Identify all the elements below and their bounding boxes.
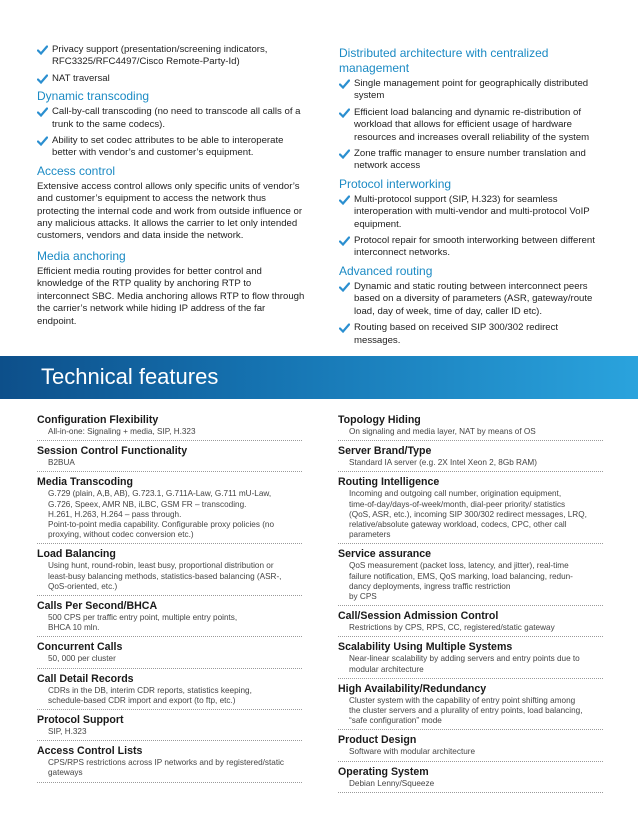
feature-description-line: Software with modular architecture: [349, 747, 476, 757]
bullet-text: Zone traffic manager to ensure number translation and network access: [354, 148, 586, 172]
feature-title: Service assurance: [338, 548, 432, 561]
feature-description-line: 500 CPS per traffic entry point, multiple entry points,: [48, 613, 238, 623]
checkmark-icon: [339, 79, 350, 89]
section-heading-distributed: Distributed architecture with centralized management: [339, 46, 549, 75]
feature-description-line: QoS measurement (packet loss, latency, and jitter), real-time: [349, 561, 569, 571]
feature-item: [37, 548, 302, 596]
feature-description-line: time-of-day/days-of-week/month, dial-peer priority/ statistics: [349, 499, 566, 509]
feature-description-line: Cluster system with the capability of entry point shifting among: [349, 695, 576, 705]
feature-item: [37, 600, 302, 637]
bullet-text: NAT traversal: [52, 72, 110, 84]
left-column: [37, 44, 305, 328]
feature-description-line: the cluster servers and a plurality of entry points, load balancing,: [349, 706, 583, 716]
checkmark-icon: [339, 323, 350, 333]
feature-item: [338, 766, 603, 793]
checkmark-icon: [339, 108, 350, 118]
media-anchoring-text: Efficient media routing provides for better control and knowledge of the RTP quality by anchoring RTP to interconnect SBC. Media anchoring allows RTP to flow through the carrier’s network while hiding IP address of the far endpoint.: [37, 265, 305, 327]
list-item: [339, 194, 607, 231]
section-heading-dynamic-transcoding: Dynamic transcoding: [37, 89, 150, 104]
list-item: [339, 107, 607, 144]
checkmark-icon: [37, 107, 48, 117]
section-heading-access-control: Access control: [37, 163, 116, 178]
tech-features-right: [338, 414, 603, 797]
access-control-text: Extensive access control allows only specific units of vendor’s and customer’s equipment to access the network thus protecting the internal code and work from outside influence or any malicious attacks. It allows the carrier to let only intended customers, vendors and data inside the network.: [37, 180, 303, 242]
feature-description-line: (QoS, ASR, etc.), incoming SIP 300/302 redirect messages, LRQ,: [349, 509, 587, 519]
feature-description-line: CDRs in the DB, interim CDR reports, statistics keeping,: [48, 685, 252, 695]
feature-item: [37, 714, 302, 741]
feature-description-line: SIP, H.323: [48, 727, 87, 737]
feature-description-line: schedule-based CDR import and export (to ftp, etc.): [48, 695, 236, 705]
feature-item: [37, 745, 302, 782]
feature-item: [338, 548, 603, 606]
bullet-text: Efficient load balancing and dynamic re-distribution of workload that allows for efficient usage of hardware resources and increases overall reliability of the system: [354, 106, 590, 143]
feature-title: Access Control Lists: [37, 745, 143, 758]
feature-description-line: “safe configuration” mode: [349, 716, 442, 726]
feature-description-line: parameters: [349, 530, 391, 540]
bullet-text: Multi-protocol support (SIP, H.323) for seamless interoperation with multi-vendor and multi-protocol VoIP equipment.: [354, 193, 590, 230]
feature-title: Routing Intelligence: [338, 476, 440, 489]
bullet-text: Privacy support (presentation/screening indicators, RFC3325/RFC4497/Cisco Remote-Party-Id): [52, 44, 268, 68]
feature-description-line: 50, 000 per cluster: [48, 654, 116, 664]
feature-description-line: Point-to-point media capability. Configurable proxy policies (no: [48, 520, 275, 530]
feature-description-line: Debian Lenny/Squeeze: [349, 778, 435, 788]
feature-item: [37, 673, 302, 710]
list-item: [37, 135, 305, 160]
feature-description-line: BHCA 10 mln.: [48, 623, 100, 633]
feature-title: Scalability Using Multiple Systems: [338, 641, 513, 654]
feature-title: Topology Hiding: [338, 414, 421, 426]
feature-description-line: G.729 (plain, A,B, AB), G.723.1, G.711A-Law, G.711 mU-Law,: [48, 489, 272, 499]
section-banner: [0, 356, 638, 399]
feature-item: [37, 445, 302, 472]
feature-description-line: modular architecture: [349, 664, 424, 674]
section-heading-advanced-routing: Advanced routing: [339, 263, 433, 278]
feature-title: Media Transcoding: [37, 476, 133, 489]
feature-item: [338, 734, 603, 761]
feature-item: [338, 445, 603, 472]
page-title: Technical features: [41, 364, 219, 389]
feature-title: Server Brand/Type: [338, 445, 432, 458]
list-item: [37, 106, 305, 131]
feature-item: [338, 414, 603, 441]
feature-description-line: by CPS: [349, 592, 377, 602]
checkmark-icon: [37, 74, 48, 84]
feature-item: [338, 476, 603, 544]
feature-title: Session Control Functionality: [37, 445, 188, 458]
feature-description-line: H.261, H.263, H.264 – pass through.: [48, 509, 182, 519]
feature-description-line: failure notification, EMS, QoS marking, load balancing, redun-: [349, 571, 573, 581]
bullet-text: Ability to set codec attributes to be able to interoperate better with vendor’s and customer’s equipment.: [52, 135, 284, 159]
feature-item: [37, 641, 302, 668]
bullet-text: Routing based on received SIP 300/302 redirect messages.: [354, 322, 559, 346]
feature-title: Call/Session Admission Control: [338, 610, 499, 623]
feature-description-line: QoS-oriented, etc.): [48, 581, 118, 591]
feature-title: Call Detail Records: [37, 672, 134, 685]
feature-title: Protocol Support: [37, 714, 124, 727]
list-item: [37, 73, 305, 85]
feature-title: Concurrent Calls: [37, 641, 123, 654]
list-item: [339, 235, 607, 260]
feature-description-line: CPS/RPS restrictions across IP networks and by registered/static: [48, 758, 285, 768]
checkmark-icon: [339, 149, 350, 159]
right-column: [339, 44, 607, 351]
feature-description-line: least-busy balancing methods, statistics-based balancing (ASR-,: [48, 571, 282, 581]
feature-item: [338, 683, 603, 731]
feature-description-line: Restrictions by CPS, RPS, CC, registered/static gateway: [349, 623, 555, 633]
feature-description-line: On signaling and media layer, NAT by means of OS: [349, 427, 536, 436]
checkmark-icon: [339, 195, 350, 205]
bullet-text: Protocol repair for smooth interworking between different interconnect networks.: [354, 235, 595, 259]
list-item: [37, 44, 305, 69]
feature-title: High Availability/Redundancy: [338, 682, 487, 695]
section-heading-media-anchoring: Media anchoring: [37, 248, 126, 263]
bullet-text: Dynamic and static routing between interconnect peers based on a diversity of parameters (ASR, gateway/route load, day of week, time of day, caller ID etc).: [354, 280, 593, 317]
tech-features-left: [37, 414, 302, 787]
checkmark-icon: [37, 45, 48, 55]
feature-title: Operating System: [338, 765, 429, 778]
feature-description-line: Near-linear scalability by adding servers and entry points due to: [349, 654, 580, 664]
checkmark-icon: [37, 136, 48, 146]
list-item: [339, 148, 607, 173]
list-item: [339, 281, 607, 318]
checkmark-icon: [339, 236, 350, 246]
feature-item: [37, 414, 302, 441]
feature-description-line: B2BUA: [48, 458, 75, 468]
bullet-text: Call-by-call transcoding (no need to transcode all calls of a trunk to the same codecs).: [52, 106, 301, 130]
feature-description-line: Using hunt, round-robin, least busy, proportional distribution or: [48, 561, 274, 571]
list-item: [339, 78, 607, 103]
feature-title: Calls Per Second/BHCA: [37, 600, 158, 613]
feature-description-line: G.726, Speex, AMR NB, iLBC, GSM FR – transcoding.: [48, 499, 247, 509]
feature-description-line: All-in-one: Signaling + media, SIP, H.323: [48, 427, 196, 436]
feature-title: Configuration Flexibility: [37, 414, 159, 426]
feature-item: [338, 610, 603, 637]
feature-description-line: relative/absolute gateway workload, codecs, CPC, other call: [349, 520, 567, 530]
section-heading-protocol-interworking: Protocol interworking: [339, 176, 452, 191]
feature-title: Load Balancing: [37, 548, 116, 561]
feature-description-line: gateways: [48, 768, 83, 778]
bullet-text: Single management point for geographically distributed system: [354, 78, 589, 102]
list-item: [339, 322, 607, 347]
feature-title: Product Design: [338, 734, 417, 747]
feature-description-line: Standard IA server (e.g. 2X Intel Xeon 2, 8Gb RAM): [349, 458, 537, 468]
feature-description-line: proxying, without codec conversion etc.): [48, 530, 194, 540]
feature-item: [338, 641, 603, 678]
feature-description-line: dancy deployments, ingress traffic restriction: [349, 581, 511, 591]
feature-item: [37, 476, 302, 544]
feature-description-line: Incoming and outgoing call number, origination equipment,: [349, 489, 562, 499]
checkmark-icon: [339, 282, 350, 292]
